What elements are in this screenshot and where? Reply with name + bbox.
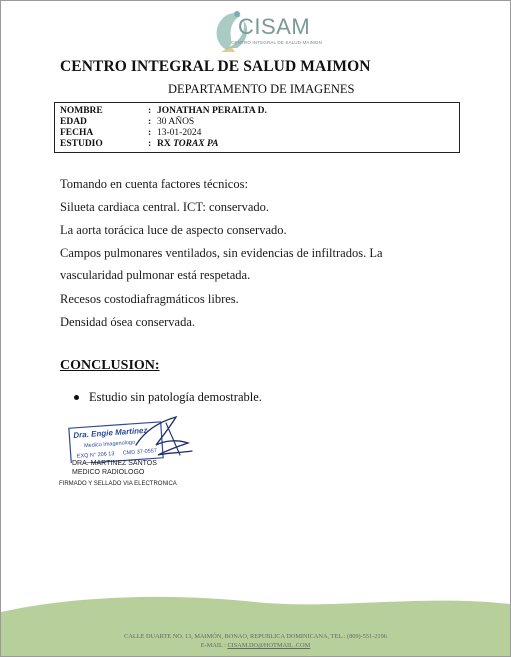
- logo-tagline: CENTRO INTEGRAL DE SALUD MAIMON: [231, 40, 322, 45]
- age-label: EDAD: [60, 117, 87, 127]
- name-value: JONATHAN PERALTA D.: [157, 106, 267, 116]
- stamp-exequatur: EXQ N° 206 13: [76, 451, 115, 460]
- stamp-cmd: CMD 37-0557: [122, 448, 158, 457]
- conclusion-heading: CONCLUSION:: [60, 358, 160, 373]
- study-value-prefix: RX: [157, 139, 174, 149]
- date-separator: :: [148, 128, 152, 138]
- report-line: La aorta torácica luce de aspecto conservado.: [60, 223, 287, 237]
- clinic-title: CENTRO INTEGRAL DE SALUD MAIMON: [60, 58, 371, 75]
- footer-address: CALLE DUARTE NO. 13, MAIMÓN, BONAO, REPUBLICA DOMINICANA, TEL.: (809)-551-2196: [124, 633, 387, 640]
- age-separator: :: [148, 117, 152, 127]
- report-line: vascularidad pulmonar está respetada.: [60, 268, 251, 282]
- patient-info-box: [54, 102, 460, 153]
- footer-email-line: [0, 642, 511, 649]
- conclusion-item: Estudio sin patología demostrable.: [89, 390, 262, 404]
- report-line: Silueta cardiaca central. ICT: conservado.: [60, 200, 270, 214]
- study-label: ESTUDIO: [60, 139, 103, 149]
- study-value: [157, 138, 218, 150]
- name-separator: :: [148, 106, 152, 116]
- footer-email-link[interactable]: CISAM.DO@HOTMAIL .COM: [227, 642, 311, 649]
- date-label: FECHA: [60, 128, 94, 138]
- report-line: Recesos costodiafragmáticos libres.: [60, 292, 239, 306]
- report-line: Tomando en cuenta factores técnicos:: [60, 177, 248, 191]
- footer-email-label: E-MAIL :: [200, 642, 228, 649]
- stamp-role: Medico Imagenologo: [83, 439, 136, 450]
- stamp-name: Dra. Engie Martinez: [73, 425, 148, 440]
- age-value: 30 AÑOS: [157, 117, 195, 127]
- study-value-italic: TORAX PA: [173, 139, 219, 149]
- doctor-stamp-icon: [66, 415, 216, 463]
- signature-note: FIRMADO Y SELLADO VIA ELECTRONICA: [59, 481, 177, 487]
- report-line: Campos pulmonares ventilados, sin evidencias de infiltrados. La: [60, 246, 383, 260]
- name-label: NOMBRE: [60, 106, 103, 116]
- study-separator: :: [148, 139, 152, 149]
- signature-title: MEDICO RADIOLOGO: [72, 469, 145, 476]
- report-line: Densidad ósea conservada.: [60, 315, 196, 329]
- bullet-icon: [74, 395, 79, 400]
- date-value: 13-01-2024: [157, 128, 202, 138]
- logo-wordmark: CISAM: [238, 14, 311, 39]
- department-subtitle: DEPARTAMENTO DE IMAGENES: [168, 82, 355, 96]
- signature-name: DRA. MARTINEZ SANTOS: [72, 460, 157, 467]
